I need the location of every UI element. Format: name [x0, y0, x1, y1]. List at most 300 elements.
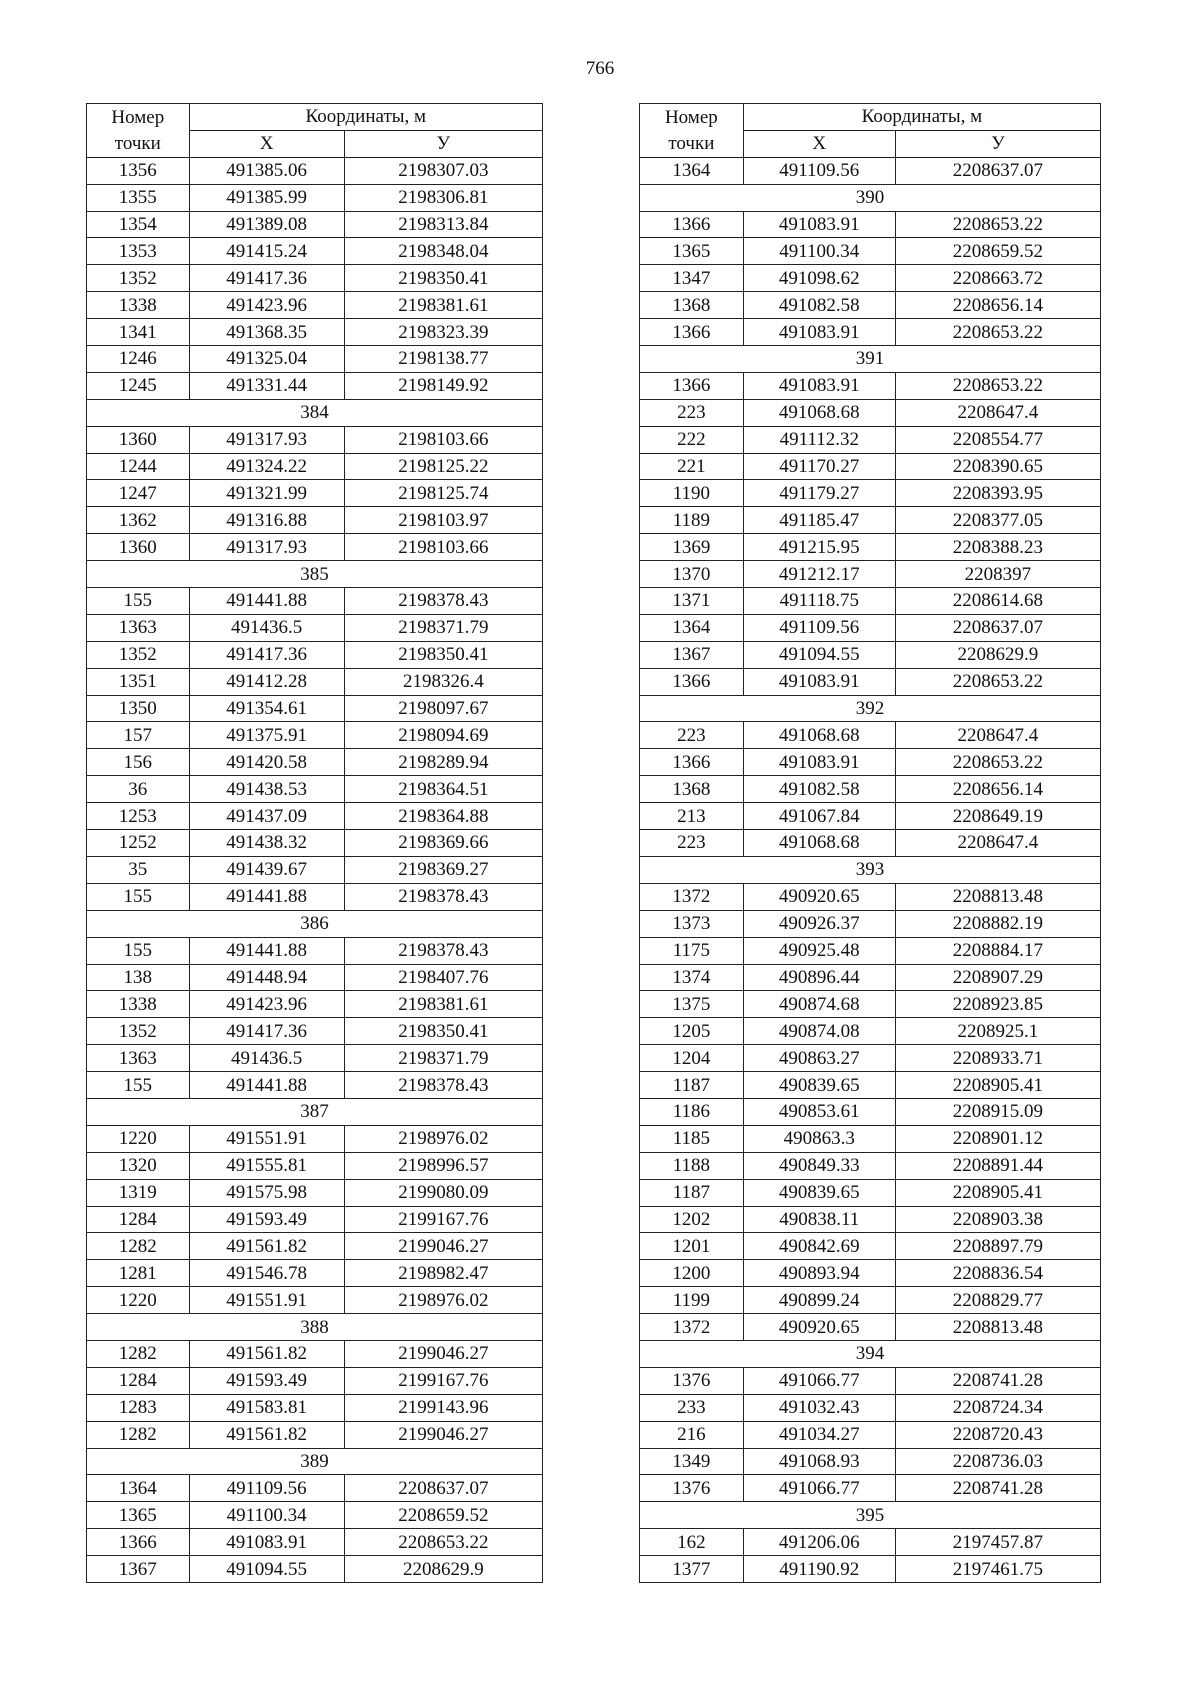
- table-row: [87, 1367, 543, 1394]
- x-coordinate-cell: 491354.61: [189, 695, 344, 722]
- point-number-cell: 1319: [87, 1179, 190, 1206]
- section-number: 388: [87, 1314, 543, 1341]
- y-coordinate-cell: 2208393.95: [895, 480, 1100, 507]
- x-coordinate-cell: 490863.27: [743, 1045, 895, 1072]
- point-number-cell: 1282: [87, 1340, 190, 1367]
- section-row: [640, 184, 1101, 211]
- table-row: [87, 1475, 543, 1502]
- point-number-cell: 1247: [87, 480, 190, 507]
- x-coordinate-cell: 490874.68: [743, 991, 895, 1018]
- table-row: [640, 1367, 1101, 1394]
- table-row: [640, 534, 1101, 561]
- y-coordinate-cell: 2208397: [895, 561, 1100, 588]
- x-coordinate-cell: 491546.78: [189, 1260, 344, 1287]
- point-number-cell: 1281: [87, 1260, 190, 1287]
- x-coordinate-cell: 491436.5: [189, 1045, 344, 1072]
- point-number-cell: 1367: [640, 641, 744, 668]
- y-coordinate-cell: 2198364.88: [344, 803, 542, 830]
- y-coordinate-cell: 2208905.41: [895, 1072, 1100, 1099]
- x-coordinate-cell: 490849.33: [743, 1152, 895, 1179]
- x-coordinate-cell: 491083.91: [743, 668, 895, 695]
- y-coordinate-cell: 2198371.79: [344, 614, 542, 641]
- point-number-cell: 1367: [87, 1556, 190, 1583]
- y-coordinate-cell: 2198371.79: [344, 1045, 542, 1072]
- x-coordinate-cell: 491555.81: [189, 1152, 344, 1179]
- y-coordinate-cell: 2208388.23: [895, 534, 1100, 561]
- table-row: [640, 830, 1101, 857]
- x-coordinate-cell: 491112.32: [743, 426, 895, 453]
- point-number-cell: 1282: [87, 1233, 190, 1260]
- y-coordinate-cell: 2208390.65: [895, 453, 1100, 480]
- x-coordinate-cell: 491324.22: [189, 453, 344, 480]
- point-number-cell: 35: [87, 856, 190, 883]
- table-row: [87, 507, 543, 534]
- section-row: [87, 561, 543, 588]
- y-coordinate-cell: 2208915.09: [895, 1098, 1100, 1125]
- x-coordinate-cell: 490853.61: [743, 1098, 895, 1125]
- table-body: [640, 157, 1101, 1582]
- point-number-cell: 1189: [640, 507, 744, 534]
- x-coordinate-cell: 491215.95: [743, 534, 895, 561]
- point-number-cell: 1205: [640, 1018, 744, 1045]
- y-coordinate-cell: 2198378.43: [344, 937, 542, 964]
- point-number-cell: 1366: [640, 372, 744, 399]
- point-number-cell: 1320: [87, 1152, 190, 1179]
- header-row: [640, 130, 1101, 157]
- point-number-cell: 1377: [640, 1556, 744, 1583]
- section-number: 387: [87, 1098, 543, 1125]
- point-number-cell: 1282: [87, 1421, 190, 1448]
- x-coordinate-cell: 491068.68: [743, 399, 895, 426]
- table-row: [640, 668, 1101, 695]
- y-coordinate-cell: 2208891.44: [895, 1152, 1100, 1179]
- section-row: [87, 1448, 543, 1475]
- x-coordinate-cell: 491109.56: [189, 1475, 344, 1502]
- y-coordinate-cell: 2208647.4: [895, 830, 1100, 857]
- table-row: [87, 426, 543, 453]
- point-number-cell: 1365: [640, 238, 744, 265]
- table-row: [640, 1287, 1101, 1314]
- table-row: [640, 561, 1101, 588]
- table-row: [87, 453, 543, 480]
- table-row: [87, 1529, 543, 1556]
- x-coordinate-cell: 491423.96: [189, 292, 344, 319]
- y-coordinate-cell: 2198125.74: [344, 480, 542, 507]
- point-number-cell: 1283: [87, 1394, 190, 1421]
- table-row: [87, 991, 543, 1018]
- y-coordinate-cell: 2197461.75: [895, 1556, 1100, 1583]
- point-number-cell: 1354: [87, 211, 190, 238]
- x-coordinate-cell: 491032.43: [743, 1394, 895, 1421]
- table-row: [87, 695, 543, 722]
- point-number-cell: 1366: [640, 668, 744, 695]
- table-row: [640, 614, 1101, 641]
- y-coordinate-cell: 2198378.43: [344, 588, 542, 615]
- table-row: [640, 1556, 1101, 1583]
- header-row: [87, 104, 543, 131]
- y-coordinate-cell: 2208637.07: [895, 157, 1100, 184]
- y-coordinate-cell: 2208724.34: [895, 1394, 1100, 1421]
- x-coordinate-cell: 490893.94: [743, 1260, 895, 1287]
- x-coordinate-cell: 490863.3: [743, 1125, 895, 1152]
- table-row: [87, 641, 543, 668]
- x-coordinate-cell: 491109.56: [743, 157, 895, 184]
- point-number-cell: 1374: [640, 964, 744, 991]
- x-coordinate-cell: 491206.06: [743, 1529, 895, 1556]
- point-number-cell: 1362: [87, 507, 190, 534]
- x-coordinate-cell: 491068.68: [743, 830, 895, 857]
- point-number-cell: 223: [640, 399, 744, 426]
- y-coordinate-cell: 2198097.67: [344, 695, 542, 722]
- x-coordinate-cell: 491415.24: [189, 238, 344, 265]
- table-row: [87, 749, 543, 776]
- y-coordinate-cell: 2199080.09: [344, 1179, 542, 1206]
- y-coordinate-cell: 2198982.47: [344, 1260, 542, 1287]
- point-number-cell: 1375: [640, 991, 744, 1018]
- point-number-cell: 223: [640, 830, 744, 857]
- x-coordinate-cell: 491082.58: [743, 776, 895, 803]
- table-row: [87, 346, 543, 373]
- x-coordinate-cell: 491118.75: [743, 588, 895, 615]
- y-coordinate-cell: 2198350.41: [344, 1018, 542, 1045]
- y-coordinate-cell: 2208653.22: [344, 1529, 542, 1556]
- y-coordinate-cell: 2198996.57: [344, 1152, 542, 1179]
- y-coordinate-cell: 2208736.03: [895, 1448, 1100, 1475]
- y-coordinate-cell: 2198289.94: [344, 749, 542, 776]
- y-coordinate-cell: 2208659.52: [895, 238, 1100, 265]
- table-row: [640, 588, 1101, 615]
- y-coordinate-cell: 2198976.02: [344, 1287, 542, 1314]
- x-coordinate-cell: 490839.65: [743, 1179, 895, 1206]
- point-number-cell: 1245: [87, 372, 190, 399]
- table-row: [87, 614, 543, 641]
- table-row: [87, 588, 543, 615]
- point-number-cell: 1351: [87, 668, 190, 695]
- table-row: [87, 1179, 543, 1206]
- y-coordinate-cell: 2198407.76: [344, 964, 542, 991]
- table-row: [87, 776, 543, 803]
- y-coordinate-cell: 2208653.22: [895, 211, 1100, 238]
- x-coordinate-cell: 490925.48: [743, 937, 895, 964]
- point-number-cell: 1372: [640, 883, 744, 910]
- point-number-cell: 1365: [87, 1502, 190, 1529]
- table-row: [640, 1098, 1101, 1125]
- y-coordinate-cell: 2208897.79: [895, 1233, 1100, 1260]
- point-number-cell: 1341: [87, 319, 190, 346]
- table-row: [87, 1018, 543, 1045]
- point-number-cell: 1368: [640, 776, 744, 803]
- y-coordinate-cell: 2198348.04: [344, 238, 542, 265]
- header-x: X: [189, 130, 344, 157]
- y-coordinate-cell: 2198381.61: [344, 292, 542, 319]
- point-number-cell: 1355: [87, 184, 190, 211]
- x-coordinate-cell: 491331.44: [189, 372, 344, 399]
- y-coordinate-cell: 2208659.52: [344, 1502, 542, 1529]
- table-row: [640, 1233, 1101, 1260]
- header-row: [640, 104, 1101, 131]
- point-number-cell: 1338: [87, 292, 190, 319]
- y-coordinate-cell: 2208836.54: [895, 1260, 1100, 1287]
- table-row: [640, 399, 1101, 426]
- x-coordinate-cell: 491412.28: [189, 668, 344, 695]
- x-coordinate-cell: 491420.58: [189, 749, 344, 776]
- y-coordinate-cell: 2198326.4: [344, 668, 542, 695]
- table-row: [640, 722, 1101, 749]
- point-number-cell: 1200: [640, 1260, 744, 1287]
- header-y: У: [344, 130, 542, 157]
- coordinates-table-right: [639, 103, 1101, 1583]
- section-number: 390: [640, 184, 1101, 211]
- y-coordinate-cell: 2208720.43: [895, 1421, 1100, 1448]
- y-coordinate-cell: 2208741.28: [895, 1475, 1100, 1502]
- point-number-cell: 1369: [640, 534, 744, 561]
- point-number-cell: 1338: [87, 991, 190, 1018]
- y-coordinate-cell: 2199167.76: [344, 1206, 542, 1233]
- x-coordinate-cell: 491368.35: [189, 319, 344, 346]
- y-coordinate-cell: 2208653.22: [895, 749, 1100, 776]
- y-coordinate-cell: 2208629.9: [344, 1556, 542, 1583]
- table-row: [87, 1045, 543, 1072]
- x-coordinate-cell: 491593.49: [189, 1206, 344, 1233]
- point-number-cell: 1352: [87, 1018, 190, 1045]
- table-body: [87, 157, 543, 1582]
- point-number-cell: 1370: [640, 561, 744, 588]
- section-number: 395: [640, 1502, 1101, 1529]
- point-number-cell: 1352: [87, 265, 190, 292]
- table-row: [87, 1072, 543, 1099]
- table-row: [640, 507, 1101, 534]
- table-row: [87, 211, 543, 238]
- x-coordinate-cell: 491441.88: [189, 1072, 344, 1099]
- x-coordinate-cell: 491417.36: [189, 1018, 344, 1045]
- x-coordinate-cell: 491068.93: [743, 1448, 895, 1475]
- x-coordinate-cell: 491066.77: [743, 1475, 895, 1502]
- table-row: [87, 1206, 543, 1233]
- point-number-cell: 1253: [87, 803, 190, 830]
- point-number-cell: 1244: [87, 453, 190, 480]
- x-coordinate-cell: 491325.04: [189, 346, 344, 373]
- x-coordinate-cell: 491098.62: [743, 265, 895, 292]
- section-number: 393: [640, 856, 1101, 883]
- y-coordinate-cell: 2198350.41: [344, 265, 542, 292]
- table-row: [87, 1502, 543, 1529]
- table-row: [640, 883, 1101, 910]
- y-coordinate-cell: 2208656.14: [895, 776, 1100, 803]
- x-coordinate-cell: 491439.67: [189, 856, 344, 883]
- x-coordinate-cell: 490842.69: [743, 1233, 895, 1260]
- y-coordinate-cell: 2208813.48: [895, 1314, 1100, 1341]
- x-coordinate-cell: 491179.27: [743, 480, 895, 507]
- point-number-cell: 1349: [640, 1448, 744, 1475]
- x-coordinate-cell: 491083.91: [743, 372, 895, 399]
- section-row: [87, 1314, 543, 1341]
- table-row: [87, 1556, 543, 1583]
- table-row: [87, 1421, 543, 1448]
- table-row: [87, 1394, 543, 1421]
- section-row: [87, 399, 543, 426]
- table-row: [640, 1314, 1101, 1341]
- header-point-number-line2: точки: [87, 130, 190, 157]
- point-number-cell: 1204: [640, 1045, 744, 1072]
- table-row: [640, 426, 1101, 453]
- point-number-cell: 155: [87, 1072, 190, 1099]
- table-row: [87, 830, 543, 857]
- y-coordinate-cell: 2199143.96: [344, 1394, 542, 1421]
- section-row: [640, 856, 1101, 883]
- point-number-cell: 1366: [87, 1529, 190, 1556]
- table-row: [640, 453, 1101, 480]
- section-number: 394: [640, 1340, 1101, 1367]
- x-coordinate-cell: 491083.91: [743, 749, 895, 776]
- point-number-cell: 138: [87, 964, 190, 991]
- point-number-cell: 1363: [87, 1045, 190, 1072]
- x-coordinate-cell: 491417.36: [189, 265, 344, 292]
- header-point-number-line2: точки: [640, 130, 744, 157]
- table-row: [87, 937, 543, 964]
- table-row: [640, 803, 1101, 830]
- x-coordinate-cell: 491170.27: [743, 453, 895, 480]
- table-row: [640, 776, 1101, 803]
- point-number-cell: 223: [640, 722, 744, 749]
- table-row: [87, 1233, 543, 1260]
- section-number: 391: [640, 346, 1101, 373]
- table-row: [640, 372, 1101, 399]
- x-coordinate-cell: 490920.65: [743, 883, 895, 910]
- x-coordinate-cell: 491100.34: [189, 1502, 344, 1529]
- point-number-cell: 1364: [87, 1475, 190, 1502]
- point-number-cell: 1186: [640, 1098, 744, 1125]
- y-coordinate-cell: 2198350.41: [344, 641, 542, 668]
- table-row: [87, 668, 543, 695]
- header-coordinates: Координаты, м: [189, 104, 542, 131]
- section-number: 385: [87, 561, 543, 588]
- x-coordinate-cell: 491100.34: [743, 238, 895, 265]
- x-coordinate-cell: 491066.77: [743, 1367, 895, 1394]
- table-row: [87, 480, 543, 507]
- y-coordinate-cell: 2208637.07: [344, 1475, 542, 1502]
- y-coordinate-cell: 2199046.27: [344, 1421, 542, 1448]
- y-coordinate-cell: 2198381.61: [344, 991, 542, 1018]
- table-row: [640, 1018, 1101, 1045]
- point-number-cell: 1373: [640, 910, 744, 937]
- x-coordinate-cell: 491417.36: [189, 641, 344, 668]
- section-number: 386: [87, 910, 543, 937]
- point-number-cell: 1175: [640, 937, 744, 964]
- point-number-cell: 1201: [640, 1233, 744, 1260]
- y-coordinate-cell: 2198094.69: [344, 722, 542, 749]
- point-number-cell: 221: [640, 453, 744, 480]
- x-coordinate-cell: 490838.11: [743, 1206, 895, 1233]
- point-number-cell: 1366: [640, 749, 744, 776]
- point-number-cell: 155: [87, 937, 190, 964]
- header-y: У: [895, 130, 1100, 157]
- x-coordinate-cell: 490926.37: [743, 910, 895, 937]
- point-number-cell: 1252: [87, 830, 190, 857]
- x-coordinate-cell: 491551.91: [189, 1125, 344, 1152]
- table-row: [87, 1340, 543, 1367]
- y-coordinate-cell: 2208813.48: [895, 883, 1100, 910]
- point-number-cell: 1368: [640, 292, 744, 319]
- y-coordinate-cell: 2198149.92: [344, 372, 542, 399]
- section-row: [640, 695, 1101, 722]
- x-coordinate-cell: 490920.65: [743, 1314, 895, 1341]
- y-coordinate-cell: 2208907.29: [895, 964, 1100, 991]
- x-coordinate-cell: 491082.58: [743, 292, 895, 319]
- x-coordinate-cell: 491561.82: [189, 1421, 344, 1448]
- point-number-cell: 1376: [640, 1367, 744, 1394]
- table-row: [640, 211, 1101, 238]
- header-x: X: [743, 130, 895, 157]
- point-number-cell: 1220: [87, 1287, 190, 1314]
- x-coordinate-cell: 491385.06: [189, 157, 344, 184]
- point-number-cell: 1246: [87, 346, 190, 373]
- y-coordinate-cell: 2208647.4: [895, 722, 1100, 749]
- point-number-cell: 155: [87, 883, 190, 910]
- section-row: [640, 1502, 1101, 1529]
- table-row: [640, 319, 1101, 346]
- x-coordinate-cell: 491375.91: [189, 722, 344, 749]
- y-coordinate-cell: 2198976.02: [344, 1125, 542, 1152]
- x-coordinate-cell: 491094.55: [189, 1556, 344, 1583]
- x-coordinate-cell: 490874.08: [743, 1018, 895, 1045]
- table-row: [87, 964, 543, 991]
- point-number-cell: 157: [87, 722, 190, 749]
- table-row: [640, 641, 1101, 668]
- x-coordinate-cell: 491034.27: [743, 1421, 895, 1448]
- point-number-cell: 1364: [640, 157, 744, 184]
- table-row: [87, 883, 543, 910]
- section-number: 392: [640, 695, 1101, 722]
- y-coordinate-cell: 2198125.22: [344, 453, 542, 480]
- y-coordinate-cell: 2208649.19: [895, 803, 1100, 830]
- x-coordinate-cell: 491109.56: [743, 614, 895, 641]
- table-row: [87, 534, 543, 561]
- y-coordinate-cell: 2208933.71: [895, 1045, 1100, 1072]
- table-row: [640, 1072, 1101, 1099]
- table-row: [640, 265, 1101, 292]
- x-coordinate-cell: 491423.96: [189, 991, 344, 1018]
- y-coordinate-cell: 2208829.77: [895, 1287, 1100, 1314]
- y-coordinate-cell: 2198369.66: [344, 830, 542, 857]
- section-number: 389: [87, 1448, 543, 1475]
- table-row: [640, 1421, 1101, 1448]
- y-coordinate-cell: 2198369.27: [344, 856, 542, 883]
- point-number-cell: 156: [87, 749, 190, 776]
- point-number-cell: 1372: [640, 1314, 744, 1341]
- point-number-cell: 1366: [640, 211, 744, 238]
- point-number-cell: 162: [640, 1529, 744, 1556]
- table-row: [87, 722, 543, 749]
- x-coordinate-cell: 491067.84: [743, 803, 895, 830]
- x-coordinate-cell: 491448.94: [189, 964, 344, 991]
- y-coordinate-cell: 2198138.77: [344, 346, 542, 373]
- x-coordinate-cell: 491083.91: [189, 1529, 344, 1556]
- table-row: [87, 1152, 543, 1179]
- x-coordinate-cell: 491438.53: [189, 776, 344, 803]
- point-number-cell: 1284: [87, 1367, 190, 1394]
- point-number-cell: 1376: [640, 1475, 744, 1502]
- table-row: [640, 1125, 1101, 1152]
- table-row: [640, 937, 1101, 964]
- x-coordinate-cell: 491441.88: [189, 883, 344, 910]
- point-number-cell: 1202: [640, 1206, 744, 1233]
- point-number-cell: 1356: [87, 157, 190, 184]
- y-coordinate-cell: 2198103.66: [344, 534, 542, 561]
- x-coordinate-cell: 491575.98: [189, 1179, 344, 1206]
- table-row: [640, 1448, 1101, 1475]
- table-row: [87, 1125, 543, 1152]
- y-coordinate-cell: 2198378.43: [344, 883, 542, 910]
